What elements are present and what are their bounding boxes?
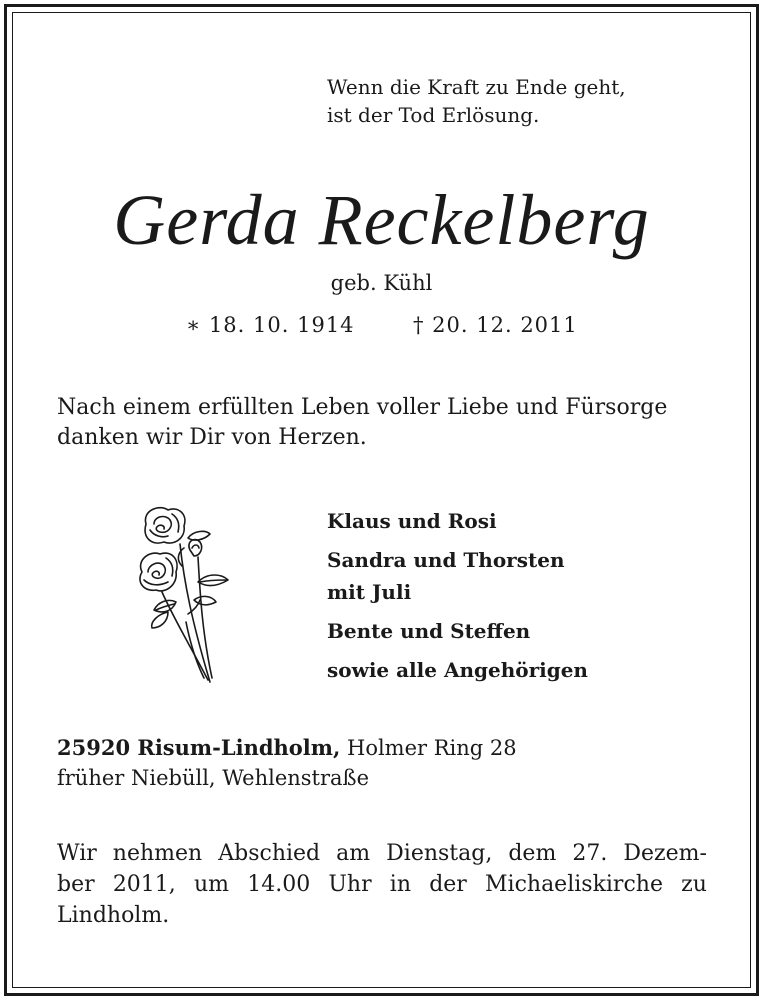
funeral-notice bbox=[57, 838, 707, 931]
birth-name: geb. Kühl bbox=[330, 271, 433, 295]
mourner-entry: Klaus und Rosi bbox=[327, 509, 497, 533]
word: in bbox=[389, 872, 412, 897]
funeral-line-3: Lindholm. bbox=[57, 903, 170, 928]
motto-verse bbox=[327, 73, 687, 129]
roses-icon bbox=[128, 502, 238, 686]
family-address bbox=[57, 733, 717, 793]
word: Dienstag, bbox=[386, 841, 493, 866]
funeral-line-1 bbox=[57, 838, 707, 869]
thanks-text bbox=[57, 393, 717, 453]
mourners-list bbox=[327, 505, 727, 686]
address-street: Holmer Ring 28 bbox=[347, 736, 517, 760]
word: Uhr bbox=[328, 872, 372, 897]
word: 2011, bbox=[112, 872, 176, 897]
funeral-line-2 bbox=[57, 869, 707, 900]
word: Michaeliskirche bbox=[485, 872, 663, 897]
word: der bbox=[429, 872, 467, 897]
word: 27. bbox=[572, 841, 608, 866]
word: um bbox=[193, 872, 230, 897]
thanks-line: danken wir Dir von Herzen. bbox=[57, 425, 367, 450]
word: dem bbox=[508, 841, 557, 866]
word: am bbox=[336, 841, 371, 866]
thanks-line: Nach einem erfüllten Leben voller Liebe und Fürsorge bbox=[57, 395, 668, 420]
motto-line: ist der Tod Erlösung. bbox=[327, 103, 540, 127]
mourner-entry: sowie alle Angehörigen bbox=[327, 658, 588, 682]
word: Wir bbox=[57, 841, 97, 866]
word: ber bbox=[57, 872, 95, 897]
former-address: früher Niebüll, Wehlenstraße bbox=[57, 766, 369, 790]
word: nehmen bbox=[112, 841, 203, 866]
mourner-entry: Bente und Steffen bbox=[327, 619, 531, 643]
mourner-entry: Sandra und Thorsten bbox=[327, 548, 565, 572]
death-date: † 20. 12. 2011 bbox=[413, 313, 578, 337]
motto-line: Wenn die Kraft zu Ende geht, bbox=[327, 75, 626, 99]
word: Abschied bbox=[218, 841, 321, 866]
word: 14.00 bbox=[247, 872, 311, 897]
word: Dezem- bbox=[623, 841, 707, 866]
birth-date: ∗ 18. 10. 1914 bbox=[186, 313, 355, 337]
address-city: 25920 Risum-Lindholm, bbox=[57, 735, 341, 760]
life-dates bbox=[0, 311, 763, 343]
address-line bbox=[57, 733, 717, 763]
mourner-entry: mit Juli bbox=[327, 580, 412, 604]
deceased-name: Gerda Reckelberg bbox=[113, 180, 650, 260]
word: zu bbox=[681, 872, 707, 897]
